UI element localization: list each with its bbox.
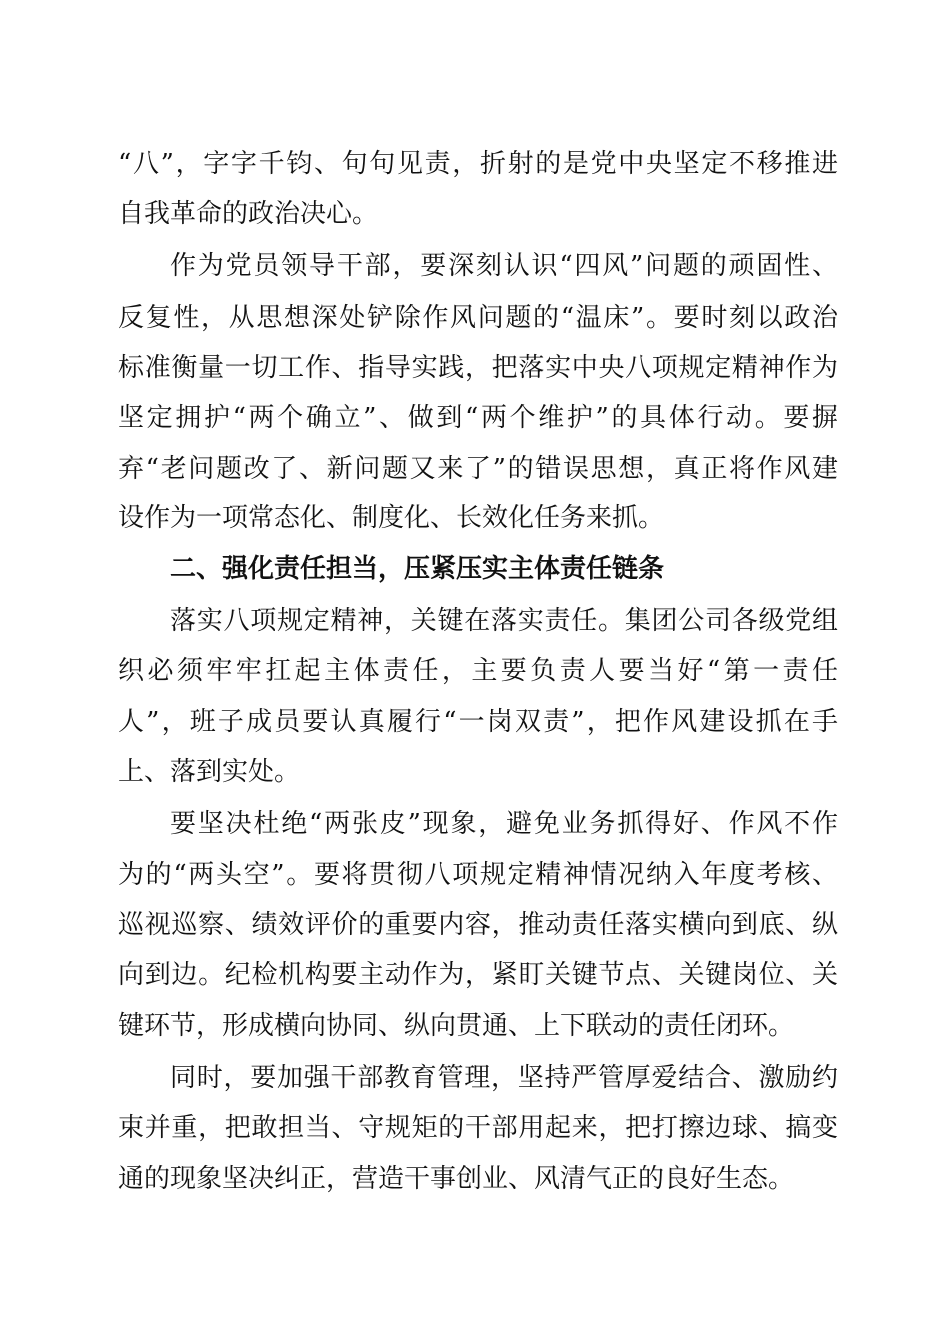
body-text-line: 为的“两头空”。要将贯彻八项规定精神情况纳入年度考核、 — [118, 860, 838, 890]
body-text-line: “八”，字字千钧、句句见责，折射的是党中央坚定不移推进 — [118, 149, 838, 179]
body-text-line: 通的现象坚决纠正，营造干事创业、风清气正的良好生态。 — [118, 1164, 795, 1194]
body-text-line: 上、落到实处。 — [118, 757, 301, 787]
body-text-line: 落实八项规定精神，关键在落实责任。集团公司各级党组 — [170, 606, 838, 636]
body-text-line: 坚定拥护“两个确立”、做到“两个维护”的具体行动。要摒 — [118, 403, 838, 433]
body-text-line: 同时，要加强干部教育管理，坚持严管厚爱结合、激励约 — [170, 1063, 838, 1093]
body-text-line: 要坚决杜绝“两张皮”现象，避免业务抓得好、作风不作 — [170, 809, 838, 839]
body-text-line: 织必须牢牢扛起主体责任，主要负责人要当好“第一责任 — [118, 656, 838, 686]
body-text-line: 反复性，从思想深处铲除作风问题的“温床”。要时刻以政治 — [118, 303, 838, 333]
section-heading: 二、强化责任担当，压紧压实主体责任链条 — [170, 554, 665, 584]
body-text-line: 人”，班子成员要认真履行“一岗双责”，把作风建设抓在手 — [118, 707, 838, 737]
body-text-line: 设作为一项常态化、制度化、长效化任务来抓。 — [118, 503, 665, 533]
body-text-line: 束并重，把敢担当、守规矩的干部用起来，把打擦边球、搞变 — [118, 1113, 838, 1143]
body-text-line: 向到边。纪检机构要主动作为，紧盯关键节点、关键岗位、关 — [118, 960, 838, 990]
body-text-line: 键环节，形成横向协同、纵向贯通、上下联动的责任闭环。 — [118, 1011, 795, 1041]
body-text-line: 弃“老问题改了、新问题又来了”的错误思想，真正将作风建 — [118, 454, 838, 484]
body-text-line: 巡视巡察、绩效评价的重要内容，推动责任落实横向到底、纵 — [118, 910, 838, 940]
body-text-line: 标准衡量一切工作、指导实践，把落实中央八项规定精神作为 — [118, 353, 838, 383]
body-text-line: 作为党员领导干部，要深刻认识“四风”问题的顽固性、 — [170, 251, 838, 281]
body-text-line: 自我革命的政治决心。 — [118, 199, 379, 229]
